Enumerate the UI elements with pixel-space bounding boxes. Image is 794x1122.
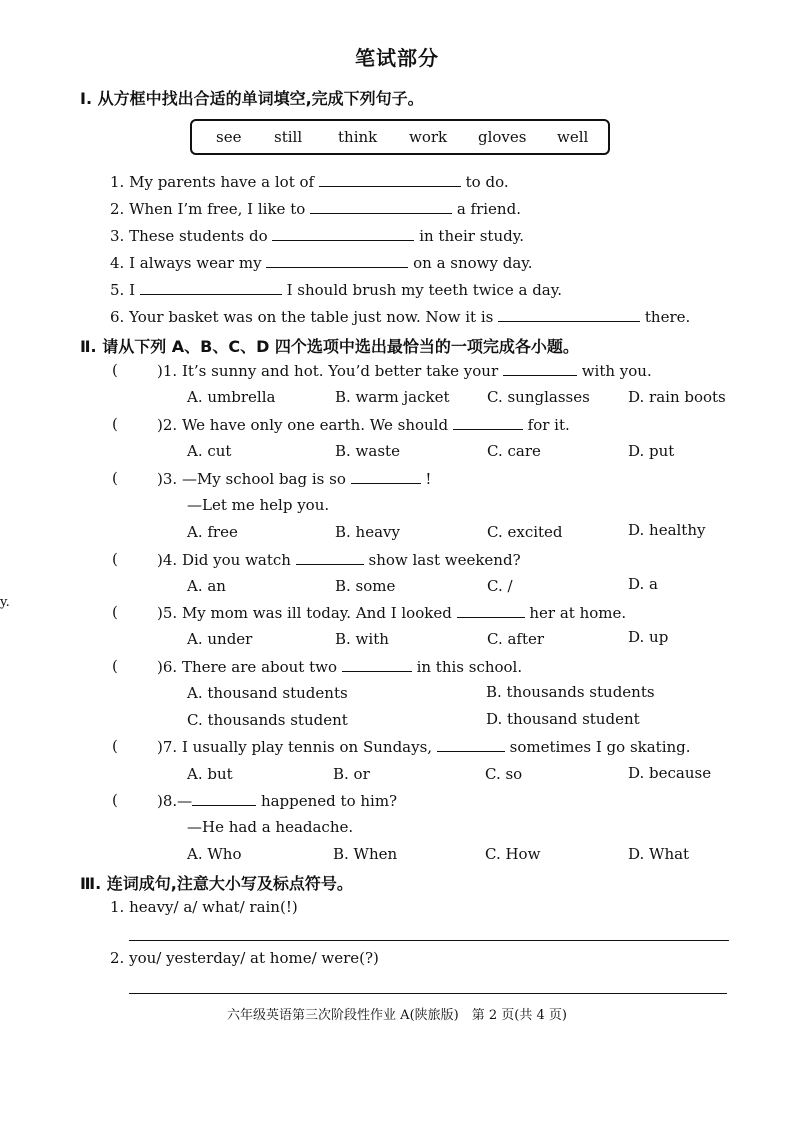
item-number: 1. — [110, 898, 125, 916]
question-text-before: I usually play tennis on Sundays, — [181, 738, 433, 756]
item-text-before: I always wear my — [129, 254, 262, 272]
option-d[interactable]: D. rain boots — [628, 388, 726, 406]
fill-item — [110, 307, 690, 326]
question-number: )8. — [157, 792, 178, 810]
question-number: )6. — [157, 658, 178, 676]
word-box-word: think — [338, 128, 378, 146]
option-c[interactable]: C. after — [487, 630, 545, 648]
question-text-after: sometimes I go skating. — [509, 738, 691, 756]
option-a[interactable]: A. an — [187, 577, 226, 595]
word-box-word: still — [274, 128, 303, 146]
item-text-after: in their study. — [419, 227, 524, 245]
option-d[interactable]: D. thousand student — [486, 710, 640, 728]
answer-blank — [342, 657, 412, 672]
answer-line[interactable] — [129, 993, 727, 994]
question-text-before: It’s sunny and hot. You’d better take your — [181, 362, 499, 380]
question-stem — [157, 469, 431, 488]
item-text-after: a friend. — [456, 200, 521, 218]
answer-blank — [351, 469, 421, 484]
section-2-heading: Ⅱ. 请从下列 A、B、C、D 四个选项中选出最恰当的一项完成各小题。 — [80, 337, 579, 356]
item-number: 1. — [110, 173, 125, 191]
word-box — [190, 119, 610, 155]
reorder-item — [110, 898, 298, 916]
question-stem — [157, 657, 522, 676]
option-d[interactable]: D. put — [628, 442, 675, 460]
section-1-heading: Ⅰ. 从方框中找出合适的单词填空,完成下列句子。 — [80, 89, 424, 108]
option-b[interactable]: B. heavy — [335, 523, 400, 541]
fill-item — [110, 253, 533, 272]
item-text-before: Your basket was on the table just now. Now it is — [129, 308, 494, 326]
answer-paren[interactable]: ( — [112, 791, 118, 809]
option-b[interactable]: B. When — [333, 845, 398, 863]
option-b[interactable]: B. or — [333, 765, 370, 783]
item-text-after: to do. — [465, 173, 509, 191]
answer-blank — [296, 550, 364, 565]
item-number: 4. — [110, 254, 125, 272]
section-3-heading: Ⅲ. 连词成句,注意大小写及标点符号。 — [80, 874, 353, 893]
question-number: )2. — [157, 416, 178, 434]
option-a[interactable]: A. but — [187, 765, 233, 783]
question-text-before: — — [177, 792, 193, 810]
option-b[interactable]: B. warm jacket — [335, 388, 450, 406]
answer-line[interactable] — [129, 940, 729, 941]
page-footer: 六年级英语第三次阶段性作业 A(陕旅版) 第 2 页(共 4 页) — [227, 1008, 567, 1023]
answer-blank — [457, 603, 525, 618]
option-d[interactable]: D. up — [628, 628, 669, 646]
answer-blank — [503, 361, 577, 376]
word-prompt: you/ yesterday/ at home/ were(?) — [129, 949, 379, 967]
page-title: 笔试部分 — [355, 46, 439, 70]
answer-blank — [437, 737, 505, 752]
word-box-word: see — [216, 128, 242, 146]
fill-item — [110, 199, 521, 218]
question-number: )3. — [157, 470, 178, 488]
option-c[interactable]: C. / — [487, 577, 513, 595]
answer-blank[interactable] — [272, 226, 414, 241]
question-text-before: My mom was ill today. And I looked — [181, 604, 452, 622]
question-stem — [157, 791, 397, 810]
option-b[interactable]: B. thousands students — [486, 683, 655, 701]
answer-blank[interactable] — [319, 172, 461, 187]
word-box-word: well — [557, 128, 589, 146]
answer-paren[interactable]: ( — [112, 415, 118, 433]
option-a[interactable]: A. thousand students — [187, 684, 348, 702]
question-stem — [157, 361, 652, 380]
option-c[interactable]: C. How — [485, 845, 541, 863]
item-text-after: there. — [644, 308, 691, 326]
item-text-before: When I’m free, I like to — [129, 200, 306, 218]
item-number: 6. — [110, 308, 125, 326]
option-a[interactable]: A. umbrella — [187, 388, 276, 406]
option-a[interactable]: A. cut — [187, 442, 232, 460]
dialogue-line: —Let me help you. — [187, 496, 330, 514]
question-text-before: We have only one earth. We should — [181, 416, 449, 434]
item-text-before: I — [129, 281, 136, 299]
question-text-after: for it. — [527, 416, 570, 434]
option-c[interactable]: C. so — [485, 765, 523, 783]
reorder-item — [110, 949, 379, 967]
question-stem — [157, 415, 570, 434]
answer-paren[interactable]: ( — [112, 657, 118, 675]
item-text-before: My parents have a lot of — [129, 173, 315, 191]
answer-paren[interactable]: ( — [112, 361, 118, 379]
item-text-before: These students do — [129, 227, 268, 245]
option-d[interactable]: D. What — [628, 845, 690, 863]
answer-paren[interactable]: ( — [112, 550, 118, 568]
option-c[interactable]: C. care — [487, 442, 541, 460]
question-text-after: show last weekend? — [368, 551, 521, 569]
question-number: )4. — [157, 551, 178, 569]
word-box-word: gloves — [478, 128, 527, 146]
option-b[interactable]: B. some — [335, 577, 396, 595]
question-stem — [157, 603, 626, 622]
answer-blank — [453, 415, 523, 430]
option-a[interactable]: A. free — [187, 523, 238, 541]
word-box-word: work — [409, 128, 448, 146]
item-text-after: I should brush my teeth twice a day. — [286, 281, 562, 299]
question-text-after: ! — [425, 470, 432, 488]
option-d[interactable]: D. a — [628, 575, 658, 593]
answer-blank — [192, 791, 256, 806]
question-text-after: happened to him? — [260, 792, 398, 810]
option-c[interactable]: C. excited — [487, 523, 563, 541]
dialogue-line: —He had a headache. — [187, 818, 354, 836]
word-prompt: heavy/ a/ what/ rain(!) — [129, 898, 298, 916]
question-number: )1. — [157, 362, 178, 380]
answer-paren[interactable]: ( — [112, 603, 118, 621]
option-a[interactable]: A. under — [187, 630, 253, 648]
item-number: 2. — [110, 949, 125, 967]
question-text-after: with you. — [581, 362, 652, 380]
question-text-after: her at home. — [529, 604, 627, 622]
answer-blank[interactable] — [310, 199, 452, 214]
item-number: 2. — [110, 200, 125, 218]
fill-item — [110, 226, 524, 245]
item-number: 3. — [110, 227, 125, 245]
item-text-after: on a snowy day. — [413, 254, 533, 272]
fill-item — [110, 280, 562, 299]
option-c[interactable]: C. thousands student — [187, 711, 348, 729]
question-number: )5. — [157, 604, 178, 622]
option-c[interactable]: C. sunglasses — [487, 388, 590, 406]
option-b[interactable]: B. with — [335, 630, 389, 648]
question-text-before: Did you watch — [181, 551, 291, 569]
answer-blank[interactable] — [140, 280, 282, 295]
question-text-before: —My school bag is so — [181, 470, 346, 488]
answer-blank[interactable] — [266, 253, 408, 268]
question-stem — [157, 737, 691, 756]
question-text-after: in this school. — [416, 658, 523, 676]
fill-item — [110, 172, 509, 191]
answer-blank[interactable] — [498, 307, 640, 322]
answer-paren[interactable]: ( — [112, 469, 118, 487]
answer-paren[interactable]: ( — [112, 737, 118, 755]
item-number: 5. — [110, 281, 125, 299]
margin-mark: y. — [0, 595, 10, 610]
question-number: )7. — [157, 738, 178, 756]
option-d[interactable]: D. healthy — [628, 521, 706, 539]
option-d[interactable]: D. because — [628, 764, 712, 782]
option-a[interactable]: A. Who — [187, 845, 242, 863]
question-text-before: There are about two — [181, 658, 337, 676]
option-b[interactable]: B. waste — [335, 442, 400, 460]
question-stem — [157, 550, 521, 569]
